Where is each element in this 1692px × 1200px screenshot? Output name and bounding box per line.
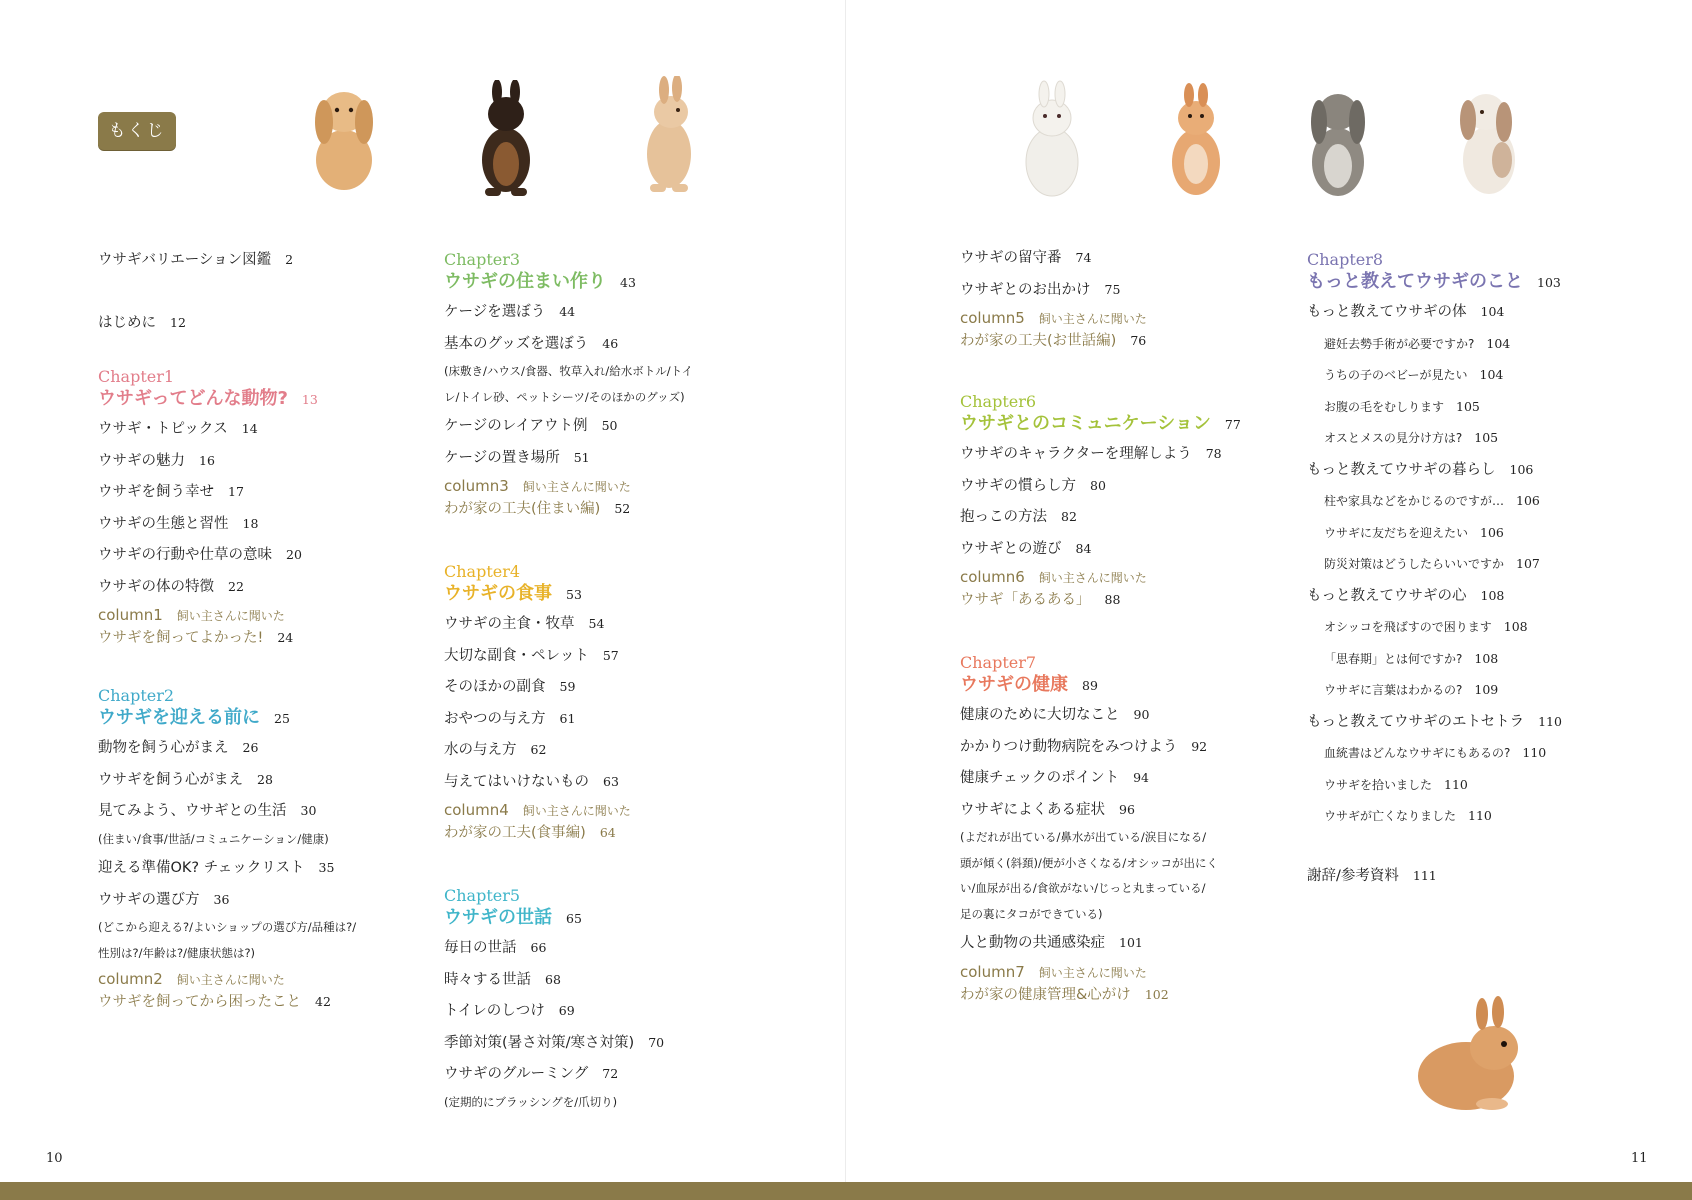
chapter-page: 25 [274, 711, 290, 726]
entry-page: 110 [1444, 776, 1468, 792]
entry-title: 季節対策(暑さ対策/寒さ対策) [444, 1034, 635, 1051]
toc-entry[interactable] [444, 296, 774, 328]
entry-page: 64 [599, 825, 616, 840]
entry-page: 50 [601, 418, 618, 433]
entry-page: 44 [559, 304, 576, 319]
rabbit-beige-standing-illustration [640, 76, 698, 194]
column-tag: 飼い主さんに聞いた [1038, 571, 1147, 585]
entry-title: ウサギとの遊び [960, 540, 1062, 557]
chapter-label: Chapter1 [98, 367, 175, 386]
toc-entry[interactable] [98, 764, 428, 796]
toc-subentry[interactable] [1307, 485, 1647, 517]
chapter-1 [98, 367, 428, 649]
toc-entry[interactable] [444, 640, 774, 672]
toc-entry[interactable] [444, 766, 774, 798]
toc-entry[interactable] [98, 852, 428, 884]
chapter-6 [960, 392, 1290, 611]
entry-page: 109 [1474, 682, 1499, 697]
entry-page: 16 [199, 452, 215, 468]
entry-title: ウサギの健康 [960, 674, 1068, 695]
entry-note: (定期的にブラッシングを/爪切り) [444, 1094, 618, 1109]
entry-page: 36 [213, 891, 230, 907]
entry-title: もっと教えてウサギの体 [1307, 304, 1467, 320]
toc-entry[interactable] [444, 932, 774, 964]
entry-note: (住まい/食事/世話/コミュニケーション/健康) [98, 831, 329, 846]
toc-entry[interactable] [444, 608, 774, 640]
entry-title: ウサギのグルーミング [444, 1066, 589, 1082]
toc-entry[interactable] [960, 533, 1290, 565]
entry-page: 104 [1480, 304, 1505, 319]
entry-page: 108 [1480, 587, 1505, 603]
entry-page: 96 [1119, 801, 1135, 817]
entry-page: 30 [300, 803, 317, 818]
entry-title: column3 [444, 477, 509, 495]
toc-entry[interactable] [960, 470, 1290, 502]
entry-title: ウサギの生態と習性 [98, 515, 229, 532]
toc-entry[interactable] [444, 995, 774, 1027]
chapter-title[interactable] [960, 672, 1290, 699]
entry-note: (よだれが出ている/鼻水が出ている/涙目になる/ [960, 830, 1207, 844]
toc-badge: もくじ [98, 112, 176, 150]
toc-entry[interactable] [444, 1058, 774, 1090]
column-entry[interactable] [960, 307, 1290, 352]
entry-page: 72 [602, 1066, 619, 1081]
entry-title: column2 [98, 970, 163, 988]
entry-page: 104 [1486, 335, 1511, 351]
entry-title: ウサギの行動や仕草の意味 [98, 547, 272, 563]
chapter-label: Chapter5 [444, 886, 521, 905]
entry-title: ウサギ・トピックス [98, 421, 228, 437]
entry-title: 「思春期」とは何ですか? [1324, 651, 1463, 666]
entry-page: 78 [1205, 446, 1222, 461]
entry-page: 22 [228, 578, 244, 594]
entry-title: ウサギの住まい作り [444, 271, 606, 292]
entry-page: 14 [241, 421, 258, 436]
entry-title: 動物を飼う心がまえ [98, 740, 229, 756]
chapter-3 [444, 250, 774, 520]
chapter-title[interactable] [98, 705, 428, 732]
entry-page: 28 [257, 771, 273, 787]
chapter-title[interactable] [1307, 269, 1647, 296]
entry-title: オスとメスの見分け方は? [1324, 431, 1463, 445]
entry-title: 防災対策はどうしたらいいですか [1324, 557, 1505, 571]
entry-title: わが家の工夫(お世話編) [960, 333, 1117, 349]
chapter-page: 13 [301, 392, 318, 407]
toc-entry[interactable] [444, 734, 774, 766]
entry-title: ウサギの留守番 [960, 250, 1062, 266]
entry-page: 74 [1075, 250, 1092, 265]
entry-title: ウサギに友だちを迎えたい [1324, 525, 1469, 540]
page-number-right: 11 [1631, 1151, 1648, 1166]
entry-note: い/血尿が出る/食欲がない/じっと丸まっている/ [960, 881, 1206, 895]
entry-page: 75 [1104, 281, 1121, 297]
entry-page: 90 [1133, 707, 1150, 722]
column-entry[interactable] [98, 968, 428, 1013]
entry-page: 2 [285, 252, 294, 267]
column-name: column1 [98, 606, 163, 624]
entry-title: 大切な副食・ペレット [444, 647, 589, 664]
toc-entry[interactable] [960, 731, 1290, 763]
chapter-title[interactable] [444, 269, 774, 296]
entry-page: 106 [1480, 524, 1504, 540]
entry-page: 110 [1468, 808, 1492, 823]
entry-note: (どこから迎える?/よいショップの選び方/品種は?/ [98, 920, 357, 934]
entry-page: 63 [603, 773, 619, 789]
entry-title: 迎える準備OK? チェックリスト [98, 860, 305, 876]
entry-title: かかりつけ動物病院をみつけよう [960, 738, 1178, 755]
entry-page: 57 [602, 647, 619, 663]
entry-page: 106 [1516, 493, 1540, 508]
toc-entry[interactable] [98, 445, 428, 477]
rabbit-white-illustration [1020, 80, 1084, 202]
toc-subentry[interactable] [1307, 737, 1647, 769]
column-tag: 飼い主さんに聞いた [176, 609, 285, 623]
rabbit-orange-dwarf-illustration [1166, 80, 1226, 200]
entry-title: はじめに [98, 314, 156, 331]
toc-entry[interactable] [98, 571, 428, 603]
entry-title: 抱っこの方法 [960, 509, 1047, 525]
column-entry[interactable] [444, 475, 774, 520]
toc-subentry[interactable] [1307, 611, 1647, 643]
toc-subentry[interactable] [1307, 359, 1647, 391]
toc-subentry[interactable] [1307, 643, 1647, 675]
column-tag: 飼い主さんに聞いた [522, 804, 631, 818]
entry-page: 92 [1191, 738, 1208, 754]
entry-title: 基本のグッズを選ぼう [444, 335, 589, 352]
entry-page: 108 [1474, 650, 1499, 666]
entry-page: 26 [242, 740, 259, 755]
entry-title: column5 [960, 309, 1025, 327]
chapter-8 [1307, 250, 1647, 891]
entry-page: 68 [545, 971, 561, 987]
entry-title: ウサギが亡くなりました [1324, 809, 1457, 823]
chapter-label: Chapter7 [960, 653, 1037, 672]
entry-page: 89 [1082, 678, 1098, 693]
entry-page: 65 [566, 911, 582, 926]
chapter-2 [98, 686, 428, 1013]
entry-page: 42 [315, 994, 331, 1009]
entry-title: ウサギの世話 [444, 907, 552, 928]
entry-page: 59 [559, 679, 576, 694]
entry-page: 20 [286, 547, 302, 562]
entry-title: ウサギによくある症状 [960, 801, 1105, 818]
entry-title: 健康のために大切なこと [960, 707, 1120, 723]
chapter-title-text: ウサギを迎える前に [98, 707, 260, 728]
chapter-7 [960, 653, 1290, 1006]
entry-page: 62 [530, 742, 547, 757]
entry-title: トイレのしつけ [444, 1003, 545, 1019]
chapter-title[interactable] [960, 411, 1290, 438]
entry-title: column6 [960, 568, 1025, 586]
entry-page: 18 [242, 515, 259, 531]
toc-subentry[interactable] [1307, 548, 1647, 580]
entry-page: 107 [1516, 556, 1540, 571]
entry-title: そのほかの副食 [444, 679, 546, 695]
entry-title: 水の与え方 [444, 742, 517, 758]
toc-entry[interactable] [960, 438, 1290, 470]
entry-title: おやつの与え方 [444, 710, 546, 727]
entry-title: ウサギを拾いました [1324, 777, 1433, 792]
entry-page: 52 [614, 501, 631, 516]
toc-entry[interactable] [98, 884, 428, 916]
entry-page: 61 [559, 710, 576, 726]
chapter-5 [444, 886, 774, 1115]
toc-subentry[interactable] [1307, 800, 1647, 832]
entry-title: 見てみよう、ウサギとの生活 [98, 803, 287, 819]
bottom-border-bar [0, 1182, 1692, 1200]
entry-page: 35 [318, 860, 335, 875]
chapter-label: Chapter8 [1307, 250, 1384, 269]
chapter-label: Chapter6 [960, 392, 1037, 411]
toc-entry[interactable] [98, 244, 428, 276]
entry-title: お腹の毛をむしります [1324, 399, 1445, 414]
entry-page: 46 [602, 335, 619, 351]
entry-title: ケージを選ぼう [444, 304, 546, 320]
toc-subentry[interactable] [1307, 674, 1647, 706]
page-gutter [845, 0, 846, 1182]
toc-entry[interactable] [98, 795, 428, 827]
entry-title: ウサギを飼う幸せ [98, 484, 214, 500]
column-entry[interactable] [960, 961, 1290, 1006]
entry-title: うちの子のベビーが見たい [1324, 368, 1468, 382]
toc-entry[interactable] [1307, 296, 1647, 328]
toc-column-1 [98, 244, 428, 1013]
chapter-label: Chapter3 [444, 250, 521, 269]
entry-page: 69 [558, 1003, 575, 1018]
toc-entry[interactable] [960, 242, 1290, 274]
entry-title: もっと教えてウサギのエトセトラ [1307, 713, 1525, 730]
toc-entry[interactable] [960, 501, 1290, 533]
toc-entry[interactable] [98, 539, 428, 571]
entry-page: 94 [1133, 770, 1149, 785]
entry-page: 101 [1119, 935, 1143, 950]
toc-subentry[interactable] [1307, 328, 1647, 360]
entry-title: わが家の工夫(食事編) [444, 825, 586, 841]
entry-page: 54 [588, 616, 605, 631]
entry-title: もっと教えてウサギの暮らし [1307, 461, 1496, 478]
toc-subentry[interactable] [1307, 391, 1647, 423]
column-tag: 飼い主さんに聞いた [1038, 965, 1147, 980]
entry-page: 12 [170, 314, 186, 330]
entry-page: 108 [1503, 619, 1528, 634]
chapter-title-text: ウサギってどんな動物? [98, 388, 288, 409]
toc-entry-acknowledgements[interactable] [1307, 860, 1647, 892]
entry-title: ケージの置き場所 [444, 449, 560, 466]
entry-title: column4 [444, 801, 509, 819]
entry-page: 80 [1090, 477, 1106, 493]
entry-title: ウサギ「あるある」 [960, 592, 1091, 608]
column-tag: 飼い主さんに聞いた [176, 973, 285, 987]
entry-page: 51 [573, 449, 590, 465]
entry-title: ウサギの食事 [444, 583, 552, 604]
chapter-title[interactable] [444, 905, 774, 932]
entry-title: 避妊去勢手術が必要ですか? [1324, 336, 1475, 351]
entry-page: 53 [566, 587, 582, 602]
entry-page: 110 [1538, 713, 1562, 729]
entry-title: 人と動物の共通感染症 [960, 935, 1105, 951]
toc-entry[interactable] [444, 1027, 774, 1059]
rabbit-crouching-illustration [1408, 996, 1532, 1116]
entry-title: 時々する世話 [444, 971, 531, 988]
entry-page: 77 [1224, 417, 1241, 432]
entry-title: ウサギのキャラクターを理解しよう [960, 446, 1192, 462]
entry-title: ウサギを飼ってから困ったこと [98, 994, 301, 1010]
column-entry[interactable] [98, 604, 428, 649]
entry-title: オシッコを飛ばすので困ります [1324, 620, 1492, 634]
toc-entry[interactable] [98, 413, 428, 445]
entry-page: 106 [1509, 461, 1534, 477]
entry-title: ウサギバリエーション図鑑 [98, 252, 272, 268]
entry-page: 43 [620, 275, 636, 290]
entry-title: ウサギの体の特徴 [98, 578, 214, 595]
entry-title: ウサギに言葉はわかるの? [1324, 683, 1463, 697]
entry-note: 性別は?/年齢は?/健康状態は?) [98, 945, 256, 960]
entry-title: ウサギの魅力 [98, 452, 185, 469]
entry-page: 84 [1075, 540, 1092, 556]
toc-entry[interactable] [960, 274, 1290, 306]
entry-page: 82 [1061, 509, 1077, 524]
toc-entry[interactable] [444, 410, 774, 442]
entry-page: 76 [1130, 333, 1147, 348]
entry-page: 110 [1522, 745, 1547, 760]
toc-entry[interactable] [960, 794, 1290, 826]
chapter-title[interactable] [444, 581, 774, 608]
entry-note: 頭が傾く(斜頚)/便が小さくなる/オシッコが出にく [960, 855, 1218, 870]
entry-page: 105 [1474, 430, 1499, 445]
toc-entry[interactable] [98, 508, 428, 540]
entry-title: 血統書はどんなウサギにもあるの? [1324, 746, 1511, 760]
rabbit-lop-tan-illustration [308, 82, 380, 192]
chapter-label: Chapter4 [444, 562, 521, 581]
rabbit-gray-lop-illustration [1306, 82, 1370, 200]
entry-title: 与えてはいけないもの [444, 773, 589, 790]
toc-subentry[interactable] [1307, 517, 1647, 549]
entry-title: ウサギとのお出かけ [960, 281, 1091, 298]
entry-page: 104 [1479, 367, 1504, 382]
entry-page: 17 [228, 484, 244, 499]
toc-column-3 [960, 242, 1290, 1006]
toc-entry[interactable] [960, 699, 1290, 731]
entry-page: 70 [648, 1034, 665, 1050]
entry-note: レ/トイレ砂、ペットシーツ/そのほかのグッズ) [444, 389, 685, 404]
entry-title: もっと教えてウサギの心 [1307, 587, 1467, 604]
entry-title: わが家の工夫(住まい編) [444, 501, 601, 517]
entry-title: ウサギの主食・牧草 [444, 616, 575, 632]
column-tag: 飼い主さんに聞いた [1038, 312, 1147, 326]
entry-title: 健康チェックのポイント [960, 770, 1120, 786]
entry-note: (床敷き/ハウス/食器、牧草入れ/給水ボトル/トイ [444, 364, 694, 378]
toc-entry[interactable] [98, 732, 428, 764]
entry-title: 謝辞/参考資料 [1307, 867, 1399, 884]
toc-entry[interactable] [444, 964, 774, 996]
toc-entry[interactable] [444, 442, 774, 474]
entry-page: 103 [1537, 275, 1561, 290]
rabbit-white-lop-illustration [1456, 80, 1522, 198]
entry-title: ウサギの慣らし方 [960, 477, 1076, 494]
rabbit-black-tan-illustration [475, 80, 537, 198]
column-page: 24 [277, 630, 294, 645]
toc-subentry[interactable] [1307, 769, 1647, 801]
toc-entry[interactable] [960, 762, 1290, 794]
column-title: ウサギを飼ってよかった! [98, 630, 264, 646]
entry-title: もっと教えてウサギのこと [1307, 271, 1523, 292]
toc-subentry[interactable] [1307, 422, 1647, 454]
column-tag: 飼い主さんに聞いた [522, 480, 631, 494]
entry-page: 102 [1144, 986, 1169, 1002]
toc-entry[interactable] [1307, 454, 1647, 486]
chapter-title[interactable] [98, 386, 428, 413]
entry-title: ウサギとのコミュニケーション [960, 413, 1211, 434]
entry-page: 66 [530, 940, 547, 955]
toc-entry[interactable] [98, 307, 428, 339]
page-number-left: 10 [46, 1151, 63, 1166]
entry-title: ケージのレイアウト例 [444, 418, 588, 434]
toc-entry[interactable] [444, 328, 774, 360]
entry-title: 毎日の世話 [444, 940, 517, 956]
entry-page: 111 [1412, 867, 1437, 883]
entry-title: ウサギの選び方 [98, 891, 200, 908]
entry-page: 88 [1104, 592, 1121, 607]
toc-column-4 [1307, 250, 1647, 891]
entry-title: column7 [960, 962, 1025, 981]
chapter-label: Chapter2 [98, 686, 175, 705]
column-entry[interactable] [960, 566, 1290, 611]
entry-title: ウサギを飼う心がまえ [98, 771, 243, 788]
toc-column-2 [444, 250, 774, 1115]
toc-entry[interactable] [444, 671, 774, 703]
entry-title: わが家の健康管理&心がけ [960, 986, 1131, 1003]
toc-entry[interactable] [960, 927, 1290, 959]
toc-entry[interactable] [1307, 706, 1647, 738]
entry-title: 柱や家具などをかじるのですが… [1324, 494, 1505, 508]
toc-entry[interactable] [1307, 580, 1647, 612]
entry-note: 足の裏にタコができている) [960, 906, 1103, 921]
entry-page: 105 [1456, 398, 1480, 414]
toc-entry[interactable] [444, 703, 774, 735]
toc-entry[interactable] [98, 476, 428, 508]
column-entry[interactable] [444, 799, 774, 844]
chapter-4 [444, 562, 774, 844]
